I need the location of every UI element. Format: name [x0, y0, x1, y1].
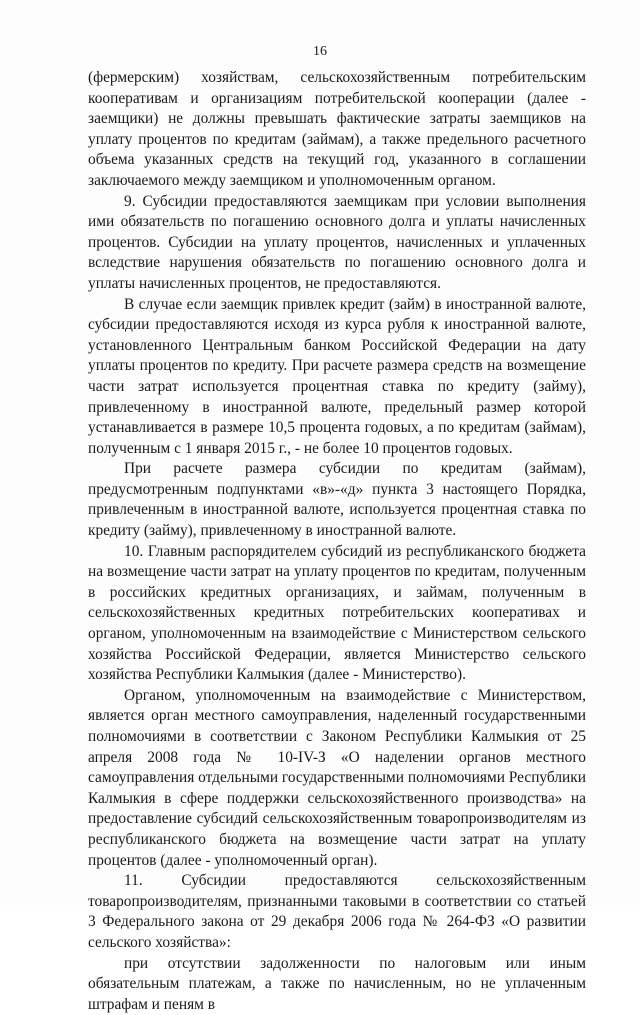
- page-number: 16: [313, 44, 327, 59]
- paragraph-continuation: (фермерским) хозяйствам, сельскохозяйственным потребительским кооперативам и организациям потребительской кооперации (далее - заемщики) не должны превышать фактические затраты заемщиков на уплату процентов по кредитам (займам), а также предельного расчетного объема указанных средств на текущий год, указанного в соглашении заключаемого между заемщиком и уполномоченным органом.: [88, 69, 586, 189]
- paragraph-item-11: 11. Субсидии предоставляются сельскохозяйственным товаропроизводителям, признанными таковыми в соответствии со статьей 3 Федерального закона от 29 декабря 2006 года № 264-ФЗ «О развитии сельского хозяйства»:: [88, 872, 586, 951]
- paragraph-foreign-currency: В случае если заемщик привлек кредит (займ) в иностранной валюте, субсидии предоставляются исходя из курса рубля к иностранной валюте, установленного Центральным банком Российской Федерации на дату уплаты процентов по кредиту. При расчете размера средств на возмещение части затрат используется процентная ставка по кредиту (займу), привлеченному в иностранной валюте, предельный размер которой устанавливается в размере 10,5 процента годовых, а по кредитам (займам), полученным с 1 января 2015 г., - не более 10 процентов годовых.: [88, 295, 586, 457]
- paragraph-subsidy-calculation: При расчете размера субсидии по кредитам (займам), предусмотренным подпунктами «в»-«д» пункта 3 настоящего Порядка, привлеченным в иностранной валюте, используется процентная ставка по кредиту (займу), привлеченному в иностранной валюте.: [88, 460, 586, 540]
- paragraph-item-10: 10. Главным распорядителем субсидий из республиканского бюджета на возмещение части затрат на уплату процентов по кредитам, полученным в российских кредитных организациях, и займам, полученным в сельскохозяйственных кредитных потребительских кооперативах и органом, уполномоченным на взаимодействие с Министерством сельского хозяйства Российской Федерации, является Министерство сельского хозяйства Республики Калмыкия (далее - Министерство).: [88, 542, 586, 684]
- paragraph-no-debt-condition: при отсутствии задолженности по налоговым или иным обязательным платежам, а также по начисленным, но не уплаченным штрафам и пеням в: [88, 954, 586, 1013]
- paragraph-authorized-body: Органом, уполномоченным на взаимодействие с Министерством, является орган местного самоуправления, наделенный государственными полномочиями в соответствии с Законом Республики Калмыкия от 25 апреля 2008 года № 10-IV-З «О наделении органов местного самоуправления отдельными государственными полномочиями Республики Калмыкия в сфере поддержки сельскохозяйственного производства» на предоставление субсидий сельскохозяйственным товаропроизводителям из республиканского бюджета на возмещение части затрат на уплату процентов (далее - уполномоченный орган).: [88, 686, 586, 869]
- body-text: [88, 68, 586, 1015]
- paragraph-item-9: 9. Субсидии предоставляются заемщикам при условии выполнения ими обязательств по погашению основного долга и уплаты начисленных процентов. Субсидии на уплату процентов, начисленных и уплаченных вследствие нарушения обязательств по погашению основного долга и уплаты начисленных процентов, не предоставляются.: [88, 192, 586, 292]
